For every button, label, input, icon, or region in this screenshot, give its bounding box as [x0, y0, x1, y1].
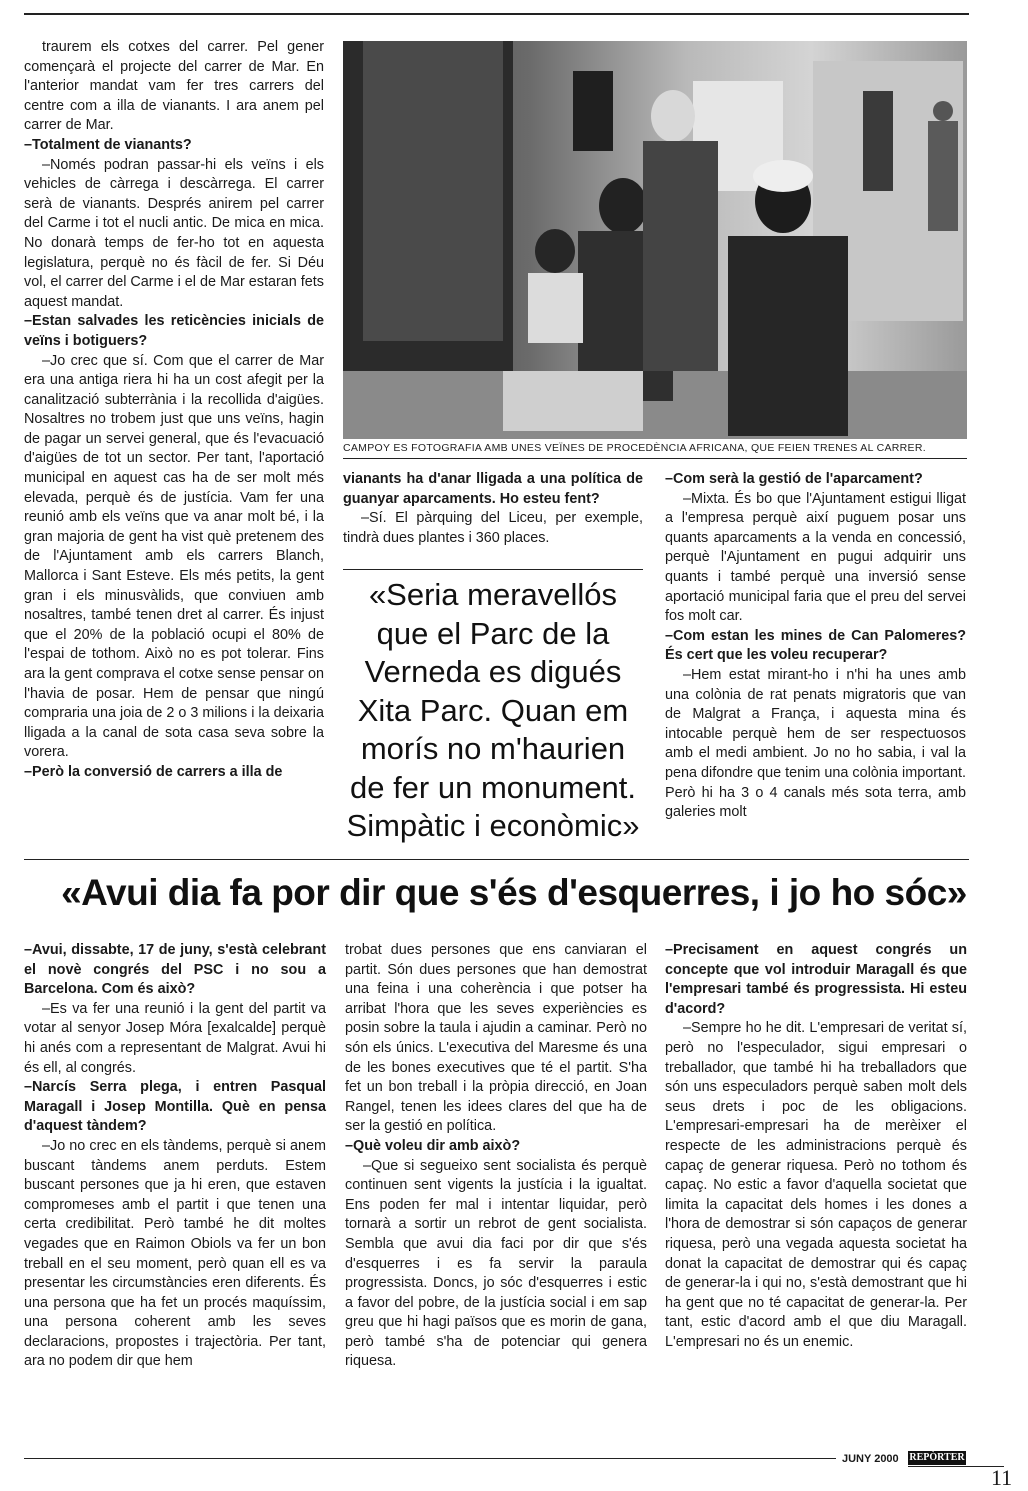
interview-question: –Com serà la gestió de l'aparcament?	[665, 471, 923, 487]
interview-question: –Precisament en aquest congrés un concepte que vol introduir Maragall és que l'empresari també és progressista. Hi esteu d'acord?	[665, 942, 967, 1017]
column-top-left	[24, 38, 324, 850]
footer-brand-logo: REPÒRTER	[909, 1452, 965, 1463]
interview-answer: –Només podran passar-hi els veïns i els vehicles de càrrega i descàrrega. El carrer serà de vianants. Després anirem pel carrer del Carme i tot el nucli antic. De mica en mica. No donarà temps de fer-ho tot en aquesta legislatura, perquè no és fàcil de fer. Si Déu vol, el carrer del Carme i el de Mar estaran fets aquest mandat.	[24, 156, 324, 310]
interview-answer: –Jo crec que sí. Com que el carrer de Mar era una antiga riera hi ha un cost afegit per la canalització subterrània i la recollida d'aigües. Nosaltres no trobem just que uns veïns, hagin de pagar un servei general, que és l'evacuació d'aigües de tot un sector. Per tant, l'aportació municipal en aquest cas ha de ser molt més elevada, perquè és de justícia. Vam fer una reunió amb els veïns que va anar molt bé, i la gran majoria de gent ha vist què pretenem des de l'Ajuntament amb els carrers Blanch, Mallorca i Sant Esteve. Els més petits, la gent gran i els minusvàlids, que conviuen amb nosaltres, també tenen dret al carrer. És injust que el 20% de la població ocupi el 80% de l'espai de tothom. Això no es pot tolerar. Fins ara la gent comprava el cotxe sense pensar on l'havia de posar. Hem de pensar que ningú compraria una joia de 2 o 3 milions i la deixaria lligada a la canal de sota casa seva sobre la vorera.	[24, 352, 324, 761]
footer-date: JUNY 2000	[842, 1453, 899, 1465]
interview-answer: –Sí. El pàrquing del Liceu, per exemple, tindrà dues plantes i 360 places.	[343, 510, 643, 546]
interview-question: –Però la conversió de carrers a illa de	[24, 763, 283, 780]
caption-rule	[343, 458, 967, 459]
interview-answer: –Mixta. És bo que l'Ajuntament estigui lligat a l'empresa perquè així puguem posar uns quants aparcaments a la venda en concessió, perquè l'Ajuntament en pugui adquirir uns quants i també perquè una inversió sense aportació municipal faria que el preu del servei fos molt car.	[665, 490, 966, 625]
section-rule	[24, 859, 969, 860]
headline: «Avui dia fa por dir que s'és d'esquerres, i jo ho sóc»	[61, 872, 967, 913]
column-bottom-left	[24, 941, 326, 1441]
footer-rule-right	[908, 1466, 1004, 1467]
interview-answer: –Hem estat mirant-ho i n'hi ha unes amb una colònia de rat penats migratoris que van de Malgrat a França, i aquesta mina és intocable perquè hem de ser respectuosos amb el medi ambient. Jo no ho sabia, i val la pena difondre que tenim una colònia important. Però hi ha 3 o 4 canals més sota terra, amb galeries molt	[665, 666, 966, 821]
page-number: 11	[991, 1465, 1013, 1490]
interview-question: –Què voleu dir amb això?	[345, 1137, 521, 1154]
interview-answer: –Jo no crec en els tàndems, perquè si anem buscant tàndems anem perduts. Estem buscant persones que ja hi eren, que estaven compromeses amb el partit i que tenen una certa credibilitat. Però també he dit moltes vegades que en Raimon Obiols va fer un bon treball en el seu moment, però quan ell es va presentar les circumstàncies eren diferents. És una persona que ha fet un procés maquíssim, una persona coherent amb les seves declaracions, propostes i trajectòria. Per tant, ara no podem dir que hem	[24, 1137, 326, 1370]
interview-answer: –Es va fer una reunió i la gent del partit va votar al senyor Josep Móra [exalcalde] perquè hi anés com a representant de Malgrat. Avui hi és ell, al congrés.	[24, 1000, 326, 1076]
photo-illustration	[343, 41, 967, 439]
interview-answer: trobat dues persones que ens canviaran el partit. Són dues persones que han demostrat una feina i una coherència i que potser ha arribat l'hora que les seves experiències es posin sobre la taula i ajudin a caminar. Però no són els únics. L'executiva del Maresme és una de les bones executives que té el partit. S'ha fet un bon treball i la pròpia direcció, en Joan Rangel, tenen les idees clares del que ha de ser la gestió en política.	[345, 942, 647, 1135]
interview-question: –Narcís Serra plega, i entren Pasqual Maragall i Josep Montilla. Què en pensa d'aquest tàndem?	[24, 1079, 326, 1135]
footer-rule	[24, 1458, 836, 1459]
column-top-middle	[343, 470, 643, 560]
interview-question: –Totalment de vianants?	[24, 136, 192, 153]
column-top-right	[665, 470, 966, 850]
interview-question: –Avui, dissabte, 17 de juny, s'està celebrant el novè congrés del PSC i no sou a Barcelona. Com és això?	[24, 942, 326, 998]
top-rule	[24, 13, 969, 15]
interview-question: –Estan salvades les reticències inicials de veïns i botiguers?	[24, 313, 324, 349]
pull-quote-rule	[343, 569, 643, 570]
column-bottom-middle	[345, 941, 647, 1441]
photo-street-neighbors	[343, 41, 967, 439]
interview-answer: –Que si segueixo sent socialista és perquè continuen sent vigents la justícia i la igualtat. Ens poden fer mal i intentar liquidar, però tornarà a sortir un rebrot de gent socialista. Sembla que avui dia faci por dir que s'és d'esquerres i es fa servir la paraula progressista. Doncs, jo sóc d'esquerres i estic a favor del pobre, de la justícia social i em sap greu que hi hagi països que es morin de gana, però també s'ha de potenciar qui genera riquesa.	[345, 1157, 647, 1370]
pull-quote: «Seria meravellós que el Parc de la Verneda es digués Xita Parc. Quan em morís no m'haurien de fer un monument. Simpàtic i econòmic»	[346, 577, 640, 843]
photo-caption: CAMPOY ES FOTOGRAFIA AMB UNES VEÏNES DE PROCEDÈNCIA AFRICANA, QUE FEIEN TRENES AL CARRER.	[343, 442, 926, 454]
column-bottom-right	[665, 941, 967, 1441]
interview-answer: –Sempre ho he dit. L'empresari de veritat sí, però no l'especulador, sigui empresari o treballador, que també hi ha treballadors que són uns especuladors perquè saben molt dels seus drets i poc de les obligacions. L'empresari-empresari ha de merèixer el respecte de les administracions perquè és capaç de generar riquesa. Però no tothom és capaç. No estic a favor d'aquella societat que limita la capacitat dels homes i les dones a l'hora de demostrar si són capaços de generar riquesa, però una vegada aquesta societat ha donat la capacitat de demostrar qui és capaç de generar-la i qui no, s'està demostrant que hi ha gent que no té capacitat de generar-la. Per tant, estic d'acord amb el que diu Maragall. L'empresari no és un enemic.	[665, 1020, 967, 1350]
interview-question: vianants ha d'anar lligada a una política de guanyar aparcaments. Ho esteu fent?	[343, 471, 643, 507]
interview-question: –Com estan les mines de Can Palomeres? És cert que les voleu recuperar?	[665, 627, 966, 664]
interview-answer: traurem els cotxes del carrer. Pel gener començarà el projecte del carrer de Mar. En l'anterior mandat vam fer tres carrers del centre com a illa de vianants. I ara anem pel carrer de Mar.	[24, 39, 324, 134]
